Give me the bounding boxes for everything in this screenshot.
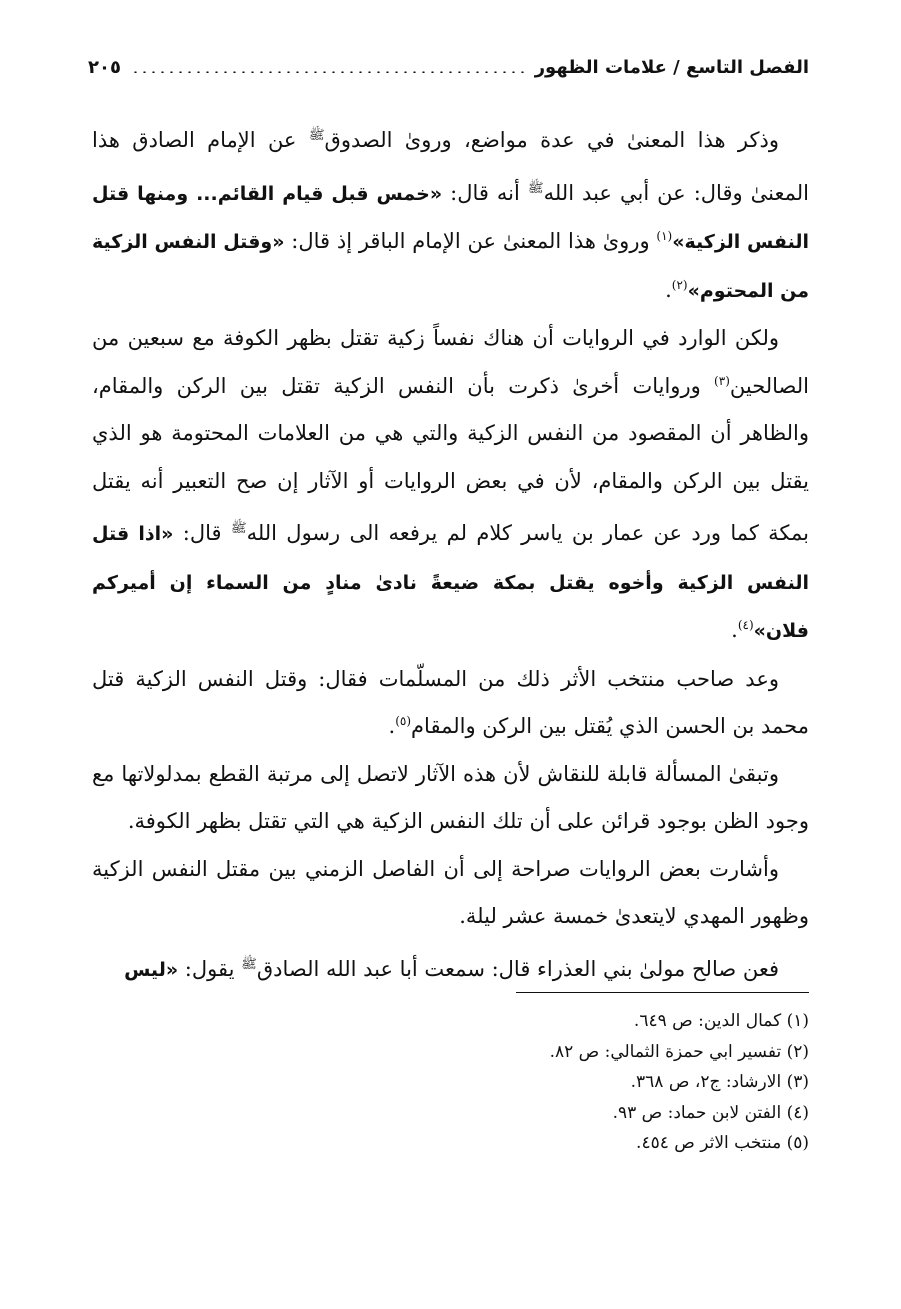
text-run: ولكن الوارد في الروايات أن هناك نفساً زكية تقتل بظهر الكوفة مع سبعين من الصالحين: [92, 326, 809, 398]
footnote-1: (١) كمال الدين: ص ٦٤٩.: [633, 1011, 809, 1031]
footnote-ref: (٤): [737, 618, 754, 632]
honorific-symbol: ﷺ: [308, 128, 325, 143]
paragraph-4: وتبقىٰ المسألة قابلة للنقاش لأن هذه الآثار لاتصل إلى مرتبة القطع بمدلولاتها مع وجود الظن بوجود قرائن على أن تلك النفس الزكية هي التي تقتل بظهر الكوفة.: [92, 761, 809, 833]
text-run: قال:: [173, 521, 231, 545]
text-run: وعد صاحب منتخب الأثر ذلك من المسلّمات فقال: وقتل النفس الزكية قتل محمد بن الحسن الذي يُقتل بين الركن والمقام: [92, 666, 809, 738]
text-run: .: [665, 277, 672, 302]
honorific-symbol: ﷺ: [527, 180, 544, 196]
text-run: وروىٰ هذا المعنىٰ عن الإمام الباقر إذ قال:: [284, 229, 657, 253]
text-run: أنه قال:: [442, 180, 528, 205]
footnote-ref: (٣): [714, 373, 730, 388]
text-run: وذكر هذا المعنىٰ في عدة مواضع، وروىٰ الصدوق: [324, 128, 779, 152]
footnote-5: (٥) منتخب الاثر ص ٤٥٤.: [636, 1133, 809, 1153]
text-run: .: [388, 714, 396, 738]
dot-leader: [131, 71, 525, 73]
footnote-3: (٣) الارشاد: ج٢، ص ٣٦٨.: [630, 1072, 809, 1092]
hadith-quote: «خمس قبل قيام القائم... ومنها قتل النفس الزكية»: [92, 182, 809, 253]
paragraph-5: وأشارت بعض الروايات صراحة إلى أن الفاصل الزمني بين مقتل النفس الزكية وظهور المهدي لايتعدىٰ خمسة عشر ليلة.: [92, 856, 809, 928]
footnotes: [92, 1006, 809, 1159]
footnote-ref: (١): [656, 229, 673, 243]
main-text: [92, 112, 809, 994]
text-run: .: [731, 618, 738, 642]
footnote-4: (٤) الفتن لابن حماد: ص ٩٣.: [612, 1102, 809, 1123]
text-run: وروايات أخرىٰ ذكرت بأن النفس الزكية تقتل بين الركن والمقام، والظاهر أن المقصود من النفس الزكية والتي هي من العلامات المحتومة هو الذي يقتل بين الركن والمقام، لأن في بعض الروايات أو الآثار إن صح التعبير أنه يقتل بمكة كما ورد عن عمار بن ياسر كلام لم يرفعه الى رسول الله: [92, 373, 809, 545]
paragraph-3: [92, 656, 809, 751]
text-run: فعن صالح مولىٰ بني العذراء قال: سمعت أبا عبد الله الصادق: [256, 956, 779, 981]
chapter-title: الفصل التاسع / علامات الظهور: [534, 56, 809, 78]
hadith-quote: «اذا قتل النفس الزكية وأخوه يقتل بمكة ضيعةً نادىٰ منادٍ من السماء إن أميركم فلان»: [92, 523, 809, 642]
paragraph-2: [92, 315, 809, 656]
footnote-ref: (٢): [671, 277, 688, 292]
hadith-quote: «ليس: [124, 958, 179, 981]
footnote-separator: [516, 992, 809, 993]
text-run: عن الإمام الصادق هذا المعنىٰ وقال: عن أبي عبد الله: [92, 128, 809, 205]
running-header: [88, 52, 809, 82]
paragraph-1: [92, 112, 809, 315]
honorific-symbol: ﷺ: [241, 956, 257, 972]
honorific-symbol: ﷺ: [230, 521, 247, 536]
text-run: يقول:: [178, 956, 242, 981]
paragraph-6: [92, 941, 809, 995]
page-number: ٢٠٥: [88, 56, 121, 78]
footnote-2: (٢) تفسير ابي حمزة الثمالي: ص ٨٢.: [549, 1041, 809, 1062]
hadith-quote: «وقتل النفس الزكية من المحتوم»: [92, 231, 809, 302]
footnote-ref: (٥): [395, 714, 412, 728]
